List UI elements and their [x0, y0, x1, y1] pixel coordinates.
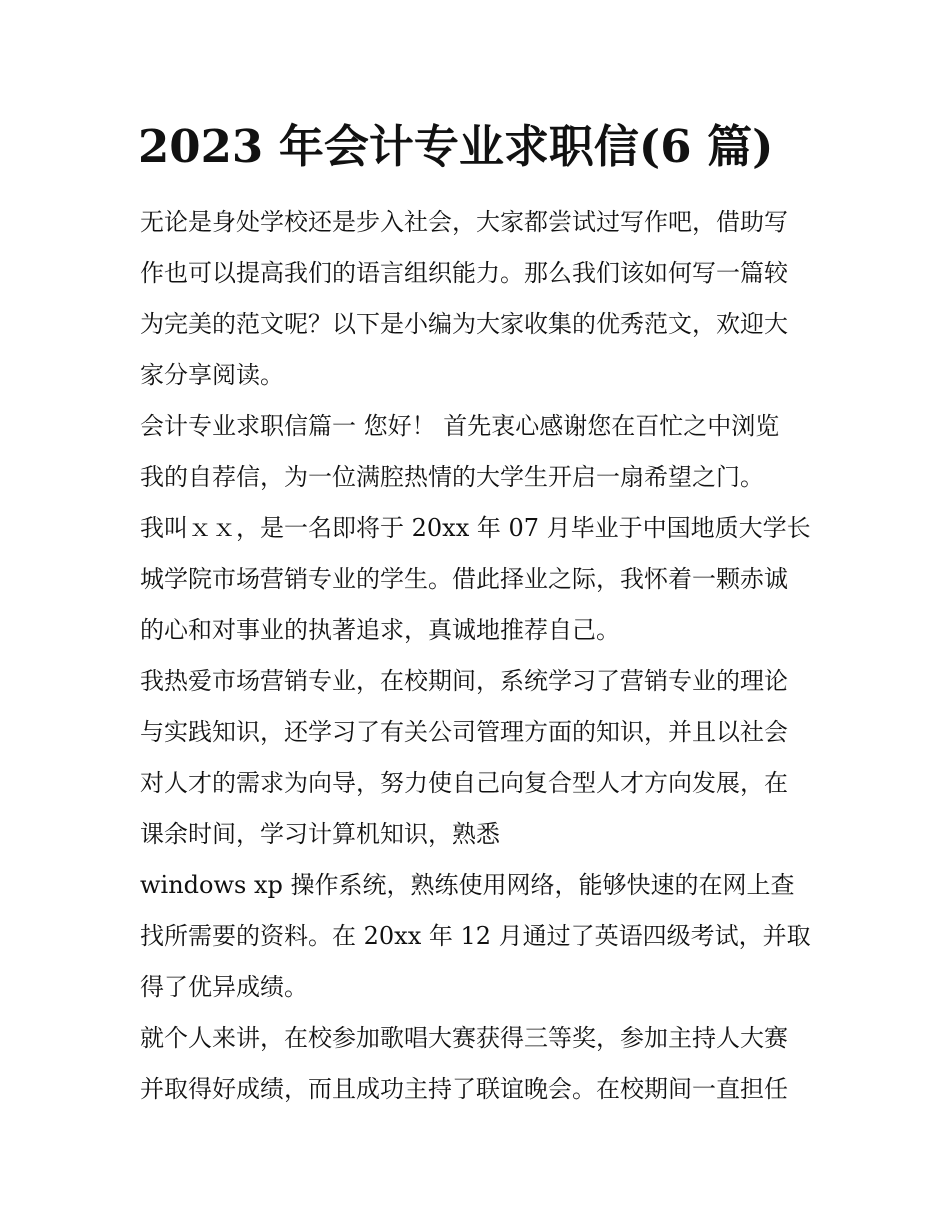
body-line-2: 作也可以提高我们的语言组织能力。那么我们该如何写一篇较 [140, 259, 788, 287]
body-line-6: 我的自荐信，为一位满腔热情的大学生开启一扇希望之门。 [140, 463, 764, 491]
body-line-12: 对人才的需求为向导，努力使自己向复合型人才方向发展，在 [140, 769, 788, 797]
document-title: 2023 年会计专业求职信(6 篇) [138, 120, 774, 173]
body-line-3: 为完美的范文呢？以下是小编为大家收集的优秀范文，欢迎大 [140, 310, 788, 338]
body-line-17: 就个人来讲，在校参加歌唱大赛获得三等奖，参加主持人大赛 [140, 1024, 788, 1052]
body-line-4: 家分享阅读。 [140, 361, 284, 389]
body-line-8: 城学院市场营销专业的学生。借此择业之际，我怀着一颗赤诚 [140, 565, 788, 593]
body-line-13: 课余时间，学习计算机知识，熟悉 [140, 820, 500, 848]
body-line-9: 的心和对事业的执著追求，真诚地推荐自己。 [140, 616, 620, 644]
body-line-7: 我叫ｘｘ，是一名即将于 20xx 年 07 月毕业于中国地质大学长 [140, 514, 811, 542]
body-line-10: 我热爱市场营销专业，在校期间，系统学习了营销专业的理论 [140, 667, 788, 695]
body-line-11: 与实践知识，还学习了有关公司管理方面的知识，并且以社会 [140, 718, 788, 746]
body-line-14: windows xp 操作系统，熟练使用网络，能够快速的在网上查 [140, 871, 795, 899]
body-line-15: 找所需要的资料。在 20xx 年 12 月通过了英语四级考试，并取 [140, 922, 811, 950]
body-line-16: 得了优异成绩。 [140, 973, 308, 1001]
body-line-5: 会计专业求职信篇一 您好！ 首先衷心感谢您在百忙之中浏览 [140, 412, 780, 440]
body-line-1: 无论是身处学校还是步入社会，大家都尝试过写作吧，借助写 [140, 208, 788, 236]
body-line-18: 并取得好成绩，而且成功主持了联谊晚会。在校期间一直担任 [140, 1075, 788, 1103]
